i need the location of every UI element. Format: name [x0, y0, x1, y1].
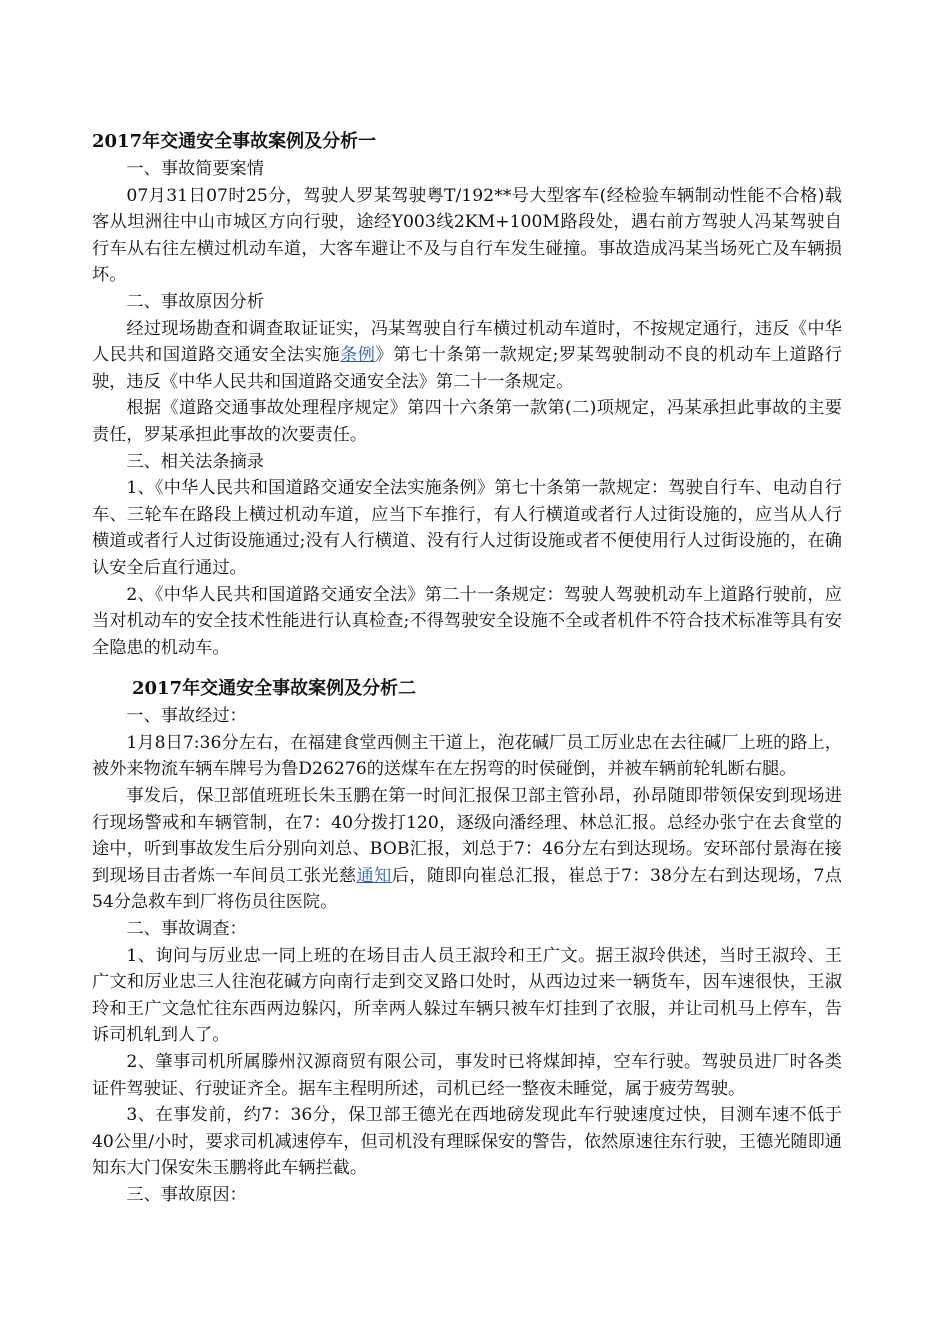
regulation-link[interactable]: 条例 — [340, 345, 376, 366]
case2-sec1-p2-text-a: 事发后，保卫部值班班长朱玉鹏在第一时间汇报保卫部主管孙昂，孙昂随即带领保安到现场进行现场警戒和车辆管制，在7：40分拨打120，逐级向潘经理、林总汇报。总经办张宁在去食堂的途中，听到事故发生后分别向刘总、BOB汇报，刘总于7：46分左右到达现场。安环部付景海在接到现场目击者炼一车间员工张光慈 — [92, 786, 842, 886]
document-page — [92, 128, 842, 1209]
notice-link[interactable]: 通知 — [356, 865, 392, 886]
case2-sec2-paragraph-3: 3、在事发前，约7：36分，保卫部王德光在西地磅发现此车行驶速度过快，目测车速不低于40公里/小时，要求司机减速停车，但司机没有理睬保安的警告，依然原速往东行驶，王德光随即通知东大门保安朱玉鹏将此车辆拦截。 — [92, 1105, 842, 1179]
case1-title: 2017年交通安全事故案例及分析一 — [92, 131, 377, 152]
case1-sec3-heading: 三、相关法条摘录 — [126, 451, 264, 472]
case1-sec2-paragraph-2: 根据《道路交通事故处理程序规定》第四十六条第一款第(二)项规定，冯某承担此事故的主要责任，罗某承担此事故的次要责任。 — [92, 398, 842, 445]
case2-sec1-heading: 一、事故经过： — [126, 706, 247, 727]
case1-sec2-p1-text-b: 》第七十条第一款规定;罗某驾驶制动不良的机动车上道路行驶，违反《中华人民共和国道路交通安全法》第二十一条规定。 — [92, 345, 842, 392]
case2-sec1-p2-text-b: 后，随即向崔总汇报，崔总于7：38分左右到达现场，7点54分急救车到厂将伤员往医院。 — [92, 865, 842, 913]
case1-sec3-paragraph-1: 1、《中华人民共和国道路交通安全法实施条例》第七十条第一款规定：驾驶自行车、电动自行车、三轮车在路段上横过机动车道，应当下车推行，有人行横道或者行人过街设施的，应当从人行横道或者行人过街设施通过;没有人行横道、没有行人过街设施或者不便使用行人过街设施的，在确认安全后直行通过。 — [92, 478, 842, 578]
case2-sec1-paragraph-2 — [92, 783, 842, 916]
case1-sec2-p1-text-a: 经过现场勘查和调查取证证实，冯某驾驶自行车横过机动车道时，不按规定通行，违反《中华人民共和国道路交通安全法实施 — [92, 318, 842, 366]
case2-sec2-paragraph-2: 2、肇事司机所属滕州汉源商贸有限公司，事发时已将煤卸掉，空车行驶。驾驶员进厂时各类证件驾驶证、行驶证齐全。据车主程明所述，司机已经一整夜未睡觉，属于疲劳驾驶。 — [92, 1052, 842, 1099]
case2-sec2-heading: 二、事故调查： — [126, 919, 247, 940]
case2-title: 2017年交通安全事故案例及分析二 — [132, 678, 417, 700]
case1-sec1-heading: 一、事故简要案情 — [126, 159, 264, 179]
case1-sec2-paragraph-1 — [92, 316, 842, 396]
case2-sec3-heading: 三、事故原因： — [126, 1184, 247, 1205]
case1-sec1-paragraph: 07月31日07时25分，驾驶人罗某驾驶粤T/192**号大型客车(经检验车辆制动性能不合格)载客从坦洲往中山市城区方向行驶，途经Y003线2KM+100M路段处，遇右前方驾驶人冯某驾驶自行车从右往左横过机动车道，大客车避让不及与自行车发生碰撞。事故造成冯某当场死亡及车辆损坏。 — [92, 185, 842, 286]
case1-sec2-heading: 二、事故原因分析 — [126, 291, 264, 312]
case2-sec1-paragraph-1: 1月8日7:36分左右，在福建食堂西侧主干道上，泡花碱厂员工厉业忠在去往碱厂上班的路上，被外来物流车辆车牌号为鲁D26276的送煤车在左拐弯的时侯碰倒，并被车辆前轮轧断右腿。 — [92, 732, 842, 780]
case2-sec2-paragraph-1: 1、询问与厉业忠一同上班的在场目击人员王淑玲和王广文。据王淑玲供述，当时王淑玲、王广文和厉业忠三人往泡花碱方向南行走到交叉路口处时，从西边过来一辆货车，因车速很快，王淑玲和王广文急忙往东西两边躲闪，所幸两人躲过车辆只被车灯挂到了衣服，并让司机马上停车，告诉司机轧到人了。 — [92, 945, 842, 1046]
case1-sec3-paragraph-2: 2、《中华人民共和国道路交通安全法》第二十一条规定：驾驶人驾驶机动车上道路行驶前，应当对机动车的安全技术性能进行认真检查;不得驾驶安全设施不全或者机件不符合技术标准等具有安全隐患的机动车。 — [92, 584, 842, 658]
